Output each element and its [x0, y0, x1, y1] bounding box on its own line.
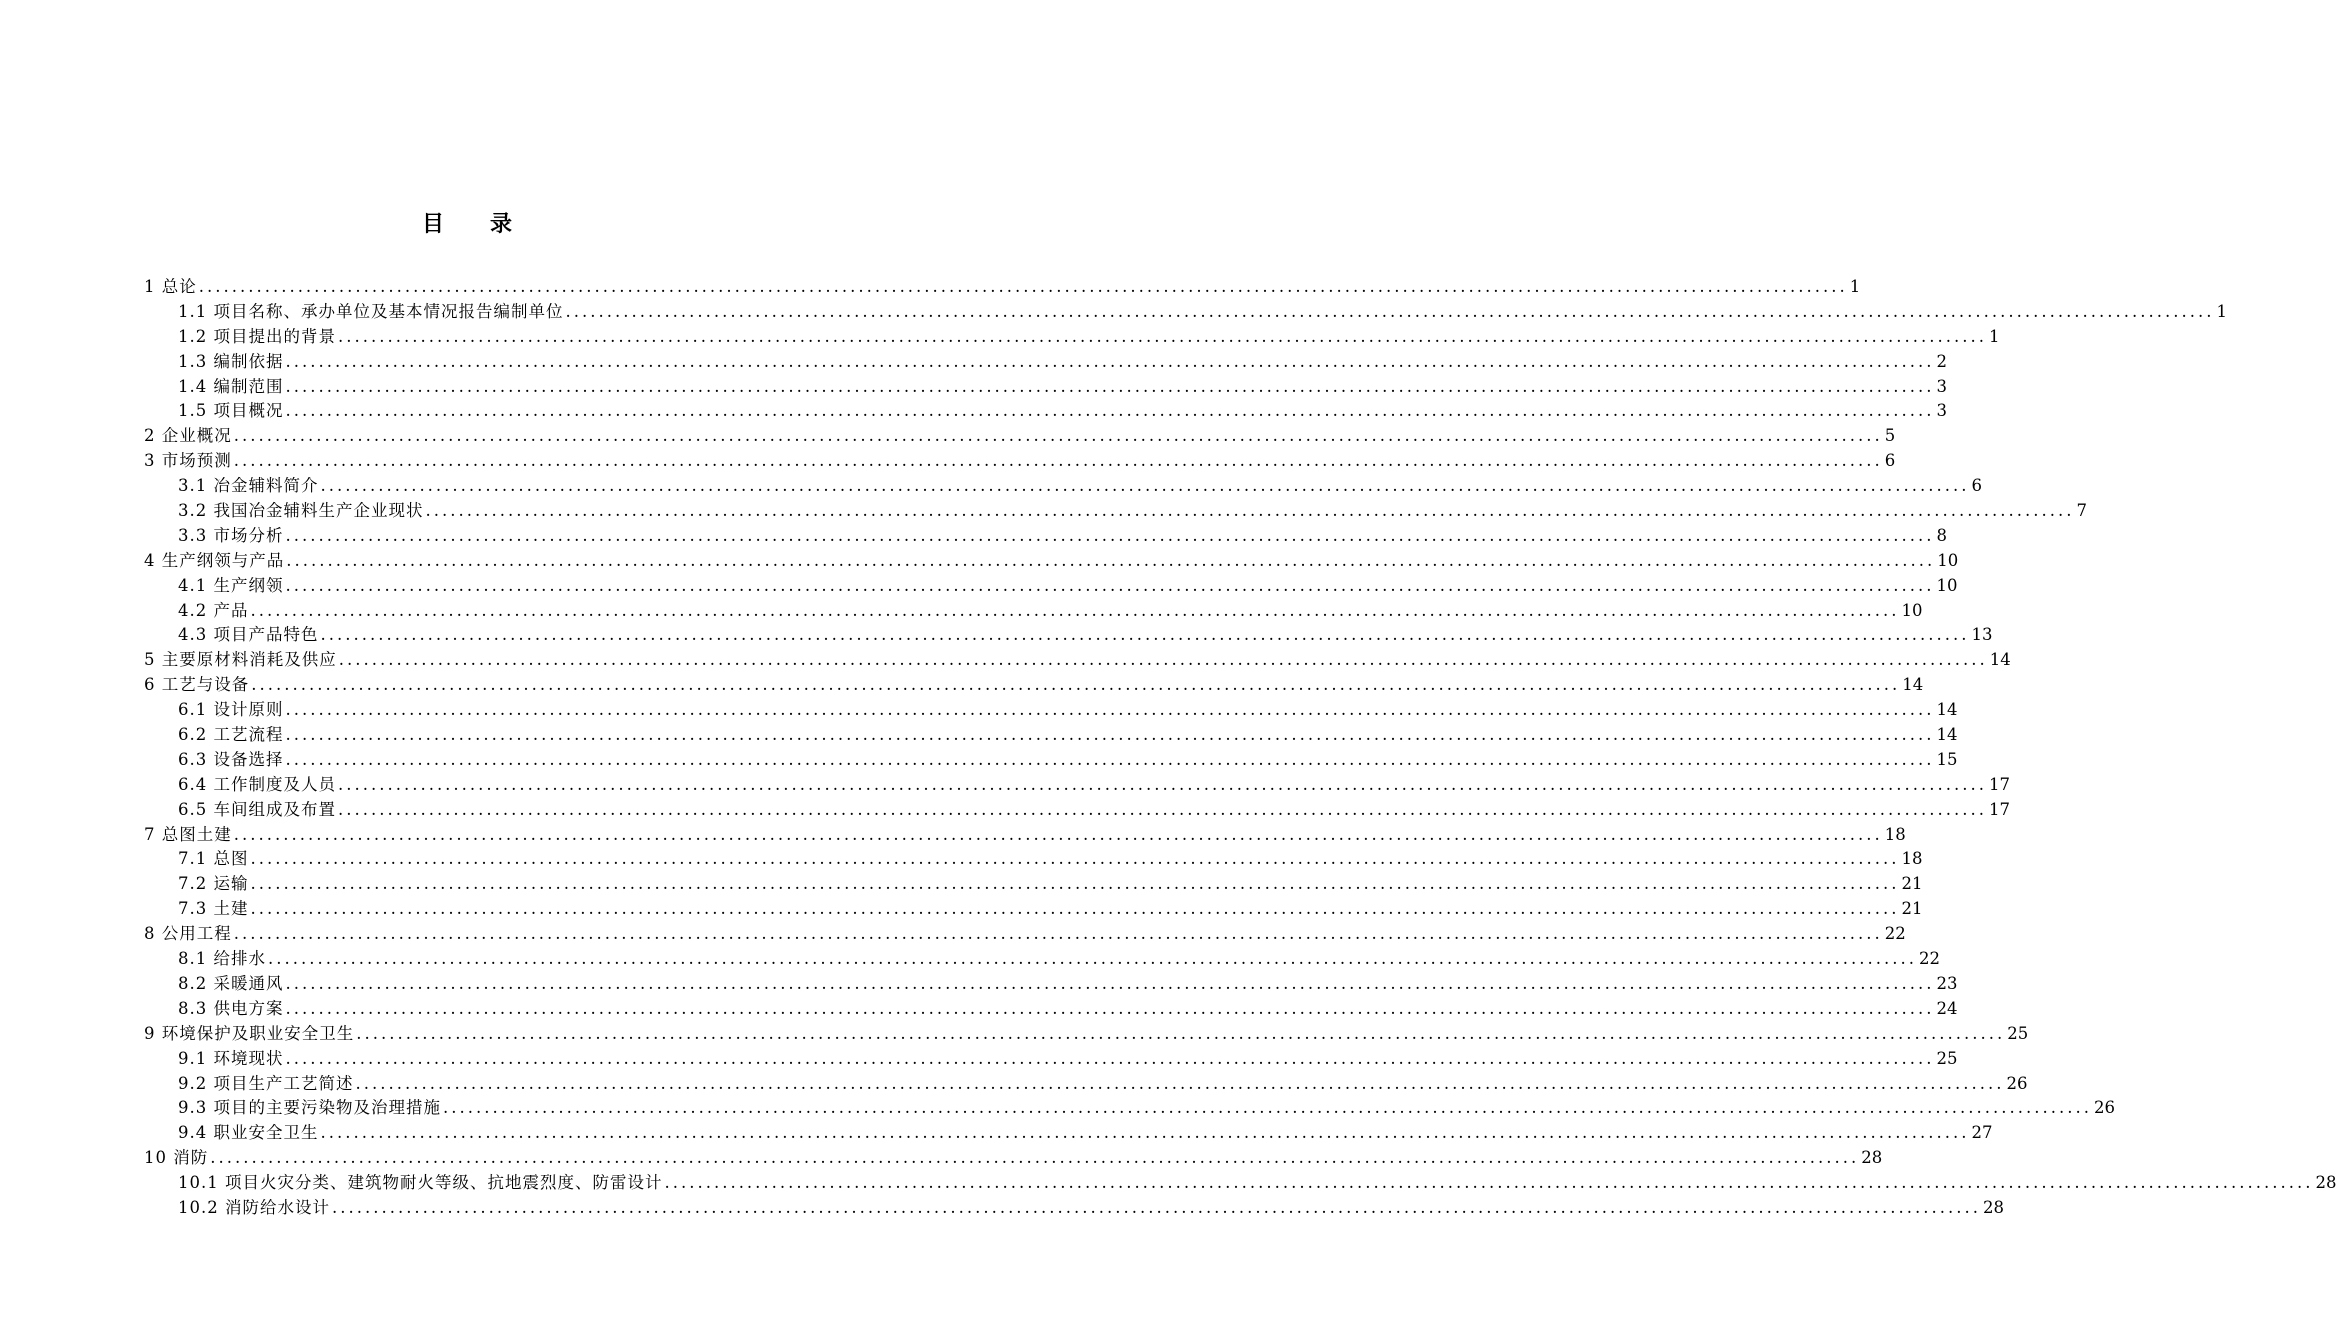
toc-entry-label: 3 市场预测: [144, 451, 232, 471]
toc-entry[interactable]: [144, 823, 1906, 848]
toc-entry[interactable]: [144, 798, 2010, 823]
toc-entry[interactable]: [144, 972, 1958, 997]
toc-entry-page: 26: [2006, 1073, 2028, 1093]
toc-leader-dots: ........................................................................................................................................................................................................: [338, 650, 1988, 670]
toc-entry-page: 14: [1989, 650, 2011, 670]
toc-entry[interactable]: [144, 748, 1958, 773]
toc-entry-label: 1.3 编制依据: [178, 351, 284, 371]
toc-entry[interactable]: [144, 1022, 2029, 1047]
toc-entry-page: 7: [2076, 501, 2087, 521]
toc-entry-page: 18: [1884, 824, 1906, 844]
toc-entry-label: 10.1 项目火灾分类、建筑物耐火等级、抗地震烈度、防雷设计: [178, 1173, 663, 1193]
toc-leader-dots: ........................................................................................................................................................................................................: [320, 1123, 1970, 1143]
toc-leader-dots: ........................................................................................................................................................................................................: [268, 949, 1917, 969]
toc-leader-dots: ........................................................................................................................................................................................................: [331, 1197, 1981, 1217]
toc-entry-label: 9.1 环境现状: [178, 1048, 284, 1068]
toc-entry-page: 22: [1884, 924, 1906, 944]
toc-entry[interactable]: [144, 1146, 1883, 1171]
toc-entry[interactable]: [144, 673, 1924, 698]
toc-entry[interactable]: [144, 872, 1923, 897]
page-title: 目录: [421, 211, 558, 237]
toc-entry-page: 25: [2007, 1023, 2029, 1043]
toc-leader-dots: ........................................................................................................................................................................................................: [233, 426, 1883, 446]
toc-entry-label: 7.3 土建: [178, 899, 249, 919]
toc-entry-label: 10.2 消防给水设计: [178, 1197, 330, 1217]
toc-entry-label: 6.2 工艺流程: [178, 725, 284, 745]
toc-leader-dots: ........................................................................................................................................................................................................: [285, 351, 1935, 371]
toc-entry-page: 15: [1936, 749, 1958, 769]
toc-entry-label: 5 主要原材料消耗及供应: [144, 650, 337, 670]
toc-leader-dots: ........................................................................................................................................................................................................: [285, 401, 1935, 421]
toc-entry-page: 14: [1936, 700, 1958, 720]
toc-entry-page: 1: [1849, 277, 1861, 296]
toc-entry-label: 1.1 项目名称、承办单位及基本情况报告编制单位: [178, 301, 564, 321]
toc-entry-label: 9.3 项目的主要污染物及治理措施: [178, 1098, 441, 1118]
toc-entry[interactable]: [144, 275, 1861, 300]
toc-leader-dots: ........................................................................................................................................................................................................: [285, 700, 1935, 720]
toc-entry[interactable]: [144, 350, 1947, 375]
toc-leader-dots: ........................................................................................................................................................................................................: [233, 451, 1883, 471]
toc-entry[interactable]: [144, 623, 1993, 648]
toc-entry[interactable]: [144, 1121, 1993, 1146]
toc-entry-page: 28: [2315, 1173, 2336, 1193]
toc-entry[interactable]: [144, 847, 1923, 872]
toc-entry-page: 13: [1971, 625, 1993, 645]
toc-entry[interactable]: [144, 648, 2011, 673]
toc-entry-label: 1.2 项目提出的背景: [178, 326, 336, 346]
toc-leader-dots: ........................................................................................................................................................................................................: [233, 924, 1883, 944]
toc-entry-label: 6.5 车间组成及布置: [178, 799, 336, 819]
toc-entry-page: 21: [1901, 874, 1923, 894]
toc-entry[interactable]: [144, 1171, 2336, 1196]
toc-entry-page: 26: [2093, 1098, 2115, 1118]
toc-entry-page: 18: [1901, 849, 1923, 869]
toc-leader-dots: ........................................................................................................................................................................................................: [250, 874, 1900, 894]
toc-entry-label: 6.1 设计原则: [178, 700, 284, 720]
toc-entry-page: 5: [1884, 426, 1896, 446]
toc-leader-dots: ........................................................................................................................................................................................................: [425, 501, 2075, 521]
toc-entry-page: 28: [1861, 1148, 1883, 1168]
toc-entry-label: 1 总论: [144, 277, 197, 296]
toc-entry[interactable]: [144, 1096, 2115, 1121]
toc-entry-page: 2: [1936, 351, 1947, 371]
toc-entry-label: 4.2 产品: [178, 600, 249, 620]
toc-leader-dots: ........................................................................................................................................................................................................: [356, 1023, 2006, 1043]
toc-entry[interactable]: [144, 922, 1906, 947]
toc-entry-page: 10: [1937, 550, 1959, 570]
toc-entry-label: 3.2 我国冶金辅料生产企业现状: [178, 501, 424, 521]
toc-entry-label: 1.4 编制范围: [178, 376, 284, 396]
toc-leader-dots: ........................................................................................................................................................................................................: [320, 476, 1970, 496]
toc-entry[interactable]: [144, 773, 2010, 798]
toc-entry[interactable]: [144, 375, 1947, 400]
toc-leader-dots: ........................................................................................................................................................................................................: [250, 899, 1900, 919]
toc-leader-dots: ........................................................................................................................................................................................................: [251, 675, 1901, 695]
toc-entry-label: 8 公用工程: [144, 924, 232, 944]
toc-entry-page: 1: [2216, 301, 2227, 321]
toc-entry[interactable]: [144, 549, 1959, 574]
toc-entry[interactable]: [144, 997, 1958, 1022]
toc-entry-label: 6.3 设备选择: [178, 749, 284, 769]
toc-leader-dots: ........................................................................................................................................................................................................: [285, 725, 1935, 745]
toc-entry[interactable]: [144, 474, 1982, 499]
toc-leader-dots: ........................................................................................................................................................................................................: [285, 575, 1935, 595]
toc-leader-dots: ........................................................................................................................................................................................................: [285, 973, 1935, 993]
toc-entry[interactable]: [144, 399, 1947, 424]
toc-entry-label: 4.1 生产纲领: [178, 575, 284, 595]
toc-entry[interactable]: [144, 449, 1896, 474]
toc-entry[interactable]: [144, 1047, 1958, 1072]
toc-entry[interactable]: [144, 300, 2227, 325]
toc-entry-label: 6.4 工作制度及人员: [178, 774, 336, 794]
toc-entry-label: 3.1 冶金辅料简介: [178, 476, 319, 496]
toc-leader-dots: ........................................................................................................................................................................................................: [285, 749, 1935, 769]
toc-entry-label: 8.2 采暖通风: [178, 973, 284, 993]
table-of-contents: [144, 275, 2336, 1221]
toc-entry-label: 7 总图土建: [144, 824, 232, 844]
toc-entry-page: 3: [1936, 376, 1947, 396]
toc-entry-label: 10 消防: [144, 1148, 209, 1168]
toc-entry[interactable]: [144, 599, 1923, 624]
toc-entry-page: 14: [1936, 725, 1958, 745]
toc-leader-dots: ........................................................................................................................................................................................................: [286, 550, 1936, 570]
toc-leader-dots: ........................................................................................................................................................................................................: [355, 1073, 2005, 1093]
toc-entry-label: 7.1 总图: [178, 849, 249, 869]
toc-entry[interactable]: [144, 325, 2000, 350]
toc-entry[interactable]: [144, 698, 1958, 723]
toc-entry[interactable]: [144, 723, 1958, 748]
toc-entry-page: 21: [1901, 899, 1923, 919]
toc-entry-label: 1.5 项目概况: [178, 401, 284, 421]
toc-entry[interactable]: [144, 424, 1896, 449]
toc-leader-dots: ........................................................................................................................................................................................................: [443, 1098, 2092, 1118]
toc-entry[interactable]: [144, 499, 2087, 524]
toc-entry-label: 9.2 项目生产工艺简述: [178, 1073, 354, 1093]
toc-entry[interactable]: [144, 574, 1958, 599]
toc-entry-page: 10: [1936, 575, 1958, 595]
toc-leader-dots: ........................................................................................................................................................................................................: [285, 998, 1935, 1018]
toc-leader-dots: ........................................................................................................................................................................................................: [210, 1148, 1860, 1168]
toc-leader-dots: ........................................................................................................................................................................................................: [664, 1173, 2314, 1193]
toc-entry[interactable]: [144, 1072, 2028, 1097]
toc-leader-dots: ........................................................................................................................................................................................................: [233, 824, 1883, 844]
toc-entry-page: 23: [1936, 973, 1958, 993]
toc-entry-label: 9.4 职业安全卫生: [178, 1123, 319, 1143]
toc-entry[interactable]: [144, 897, 1923, 922]
toc-entry-page: 28: [1982, 1197, 2004, 1217]
toc-leader-dots: ........................................................................................................................................................................................................: [338, 774, 1987, 794]
toc-entry-label: 9 环境保护及职业安全卫生: [144, 1023, 355, 1043]
toc-entry-page: 8: [1936, 525, 1947, 545]
toc-leader-dots: ........................................................................................................................................................................................................: [338, 799, 1987, 819]
toc-entry-label: 2 企业概况: [144, 426, 232, 446]
toc-entry-page: 14: [1902, 675, 1924, 695]
toc-leader-dots: ........................................................................................................................................................................................................: [338, 326, 1987, 346]
toc-leader-dots: ........................................................................................................................................................................................................: [250, 600, 1900, 620]
toc-leader-dots: ........................................................................................................................................................................................................: [250, 849, 1900, 869]
toc-entry-page: 22: [1918, 949, 1940, 969]
toc-entry-label: 8.1 给排水: [178, 949, 266, 969]
toc-entry-page: 6: [1884, 451, 1896, 471]
toc-entry[interactable]: [144, 947, 1940, 972]
toc-entry[interactable]: [144, 1196, 2004, 1221]
toc-entry-page: 6: [1971, 476, 1982, 496]
toc-leader-dots: ........................................................................................................................................................................................................: [285, 376, 1935, 396]
toc-leader-dots: ........................................................................................................................................................................................................: [285, 525, 1935, 545]
toc-entry-label: 4 生产纲领与产品: [144, 550, 285, 570]
toc-leader-dots: ........................................................................................................................................................................................................: [285, 1048, 1935, 1068]
toc-entry-label: 6 工艺与设备: [144, 675, 250, 695]
toc-leader-dots: ........................................................................................................................................................................................................: [320, 625, 1970, 645]
toc-leader-dots: ........................................................................................................................................................................................................: [565, 301, 2215, 321]
toc-entry-page: 25: [1936, 1048, 1958, 1068]
toc-entry-page: 1: [1988, 326, 2000, 346]
toc-leader-dots: ........................................................................................................................................................................................................: [198, 277, 1848, 296]
toc-entry[interactable]: [144, 524, 1947, 549]
toc-entry-page: 10: [1901, 600, 1923, 620]
toc-entry-page: 27: [1971, 1123, 1993, 1143]
toc-entry-label: 7.2 运输: [178, 874, 249, 894]
toc-entry-page: 3: [1936, 401, 1947, 421]
toc-entry-label: 8.3 供电方案: [178, 998, 284, 1018]
toc-entry-page: 17: [1988, 799, 2010, 819]
toc-entry-label: 3.3 市场分析: [178, 525, 284, 545]
toc-entry-page: 17: [1988, 774, 2010, 794]
toc-entry-page: 24: [1936, 998, 1958, 1018]
toc-entry-label: 4.3 项目产品特色: [178, 625, 319, 645]
